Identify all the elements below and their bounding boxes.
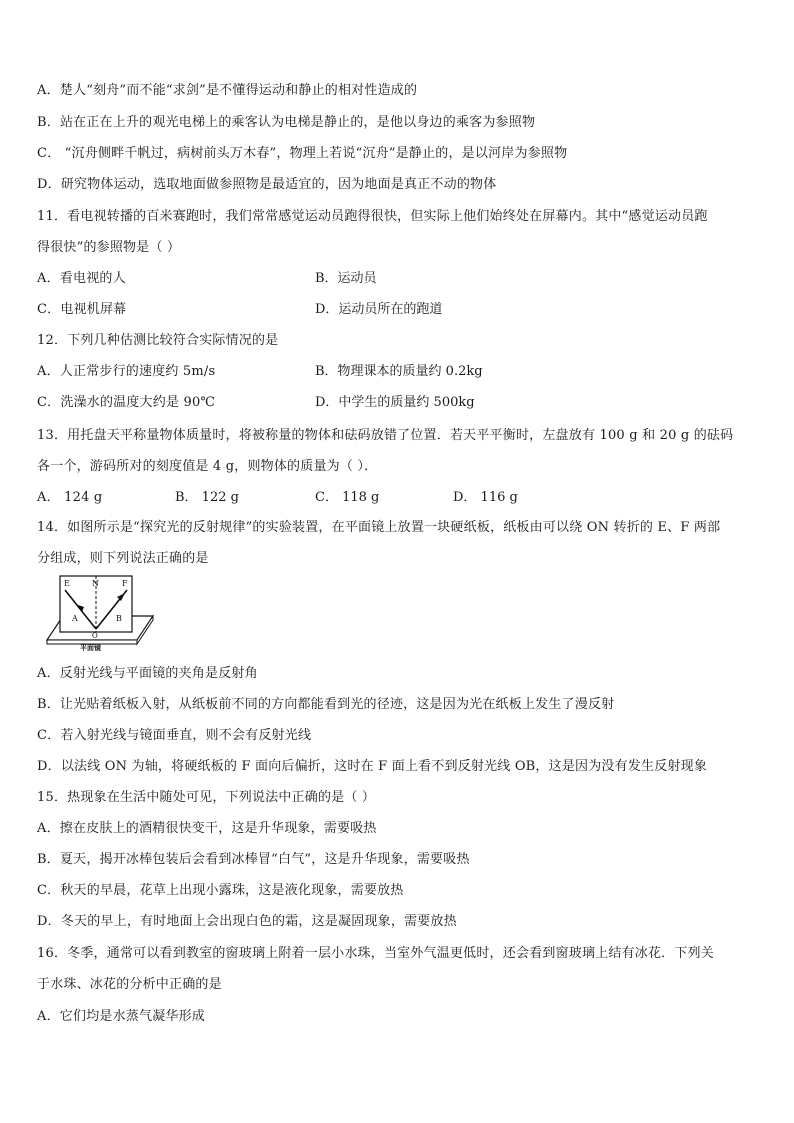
label-o: O [92,632,98,640]
q12-stem: 12．下列几种估测比较符合实际情况的是 [37,333,279,348]
q14-option-a: A．反射光线与平面镜的夹角是反射角 [37,666,258,681]
q10-option-d: D．研究物体运动，选取地面做参照物是最适宜的，因为地面是真正不动的物体 [37,177,497,192]
label-e: E [64,579,70,588]
q15-option-a: A．擦在皮肤上的酒精很快变干，这是升华现象，需要吸热 [37,821,377,836]
q15-option-c: C．秋天的早晨，花草上出现小露珠，这是液化现象，需要放热 [37,883,404,898]
q14-option-b: B．让光贴着纸板入射，从纸板前不同的方向都能看到光的径迹，这是因为光在纸板上发生了漫反射 [37,697,615,712]
q11-option-a: A．看电视的人 [37,271,126,286]
q11-option-d: D．运动员所在的跑道 [315,302,443,317]
label-mirror: 平面镜 [80,644,101,652]
q16-stem-line1: 16．冬季，通常可以看到教室的窗玻璃上附着一层小水珠，当室外气温更低时，还会看到窗玻璃上结有冰花．下列关 [37,946,714,961]
q12-option-d: D．中学生的质量约 500kg [315,395,475,410]
q13-stem-line1: 13．用托盘天平称量物体质量时，将被称量的物体和砝码放错了位置．若天平平衡时，左盘放有 100 g 和 20 g 的砝码 [37,428,734,443]
q14-option-d: D．以法线 ON 为轴，将硬纸板的 F 面向后偏折，这时在 F 面上看不到反射光线 OB，这是因为没有发生反射现象 [37,759,708,774]
q15-stem: 15．热现象在生活中随处可见，下列说法中正确的是（ ） [37,790,376,805]
label-b: B [116,614,122,623]
q12-option-a: A．人正常步行的速度约 5m/s [37,364,216,379]
label-a: A [72,614,78,623]
q14-option-c: C．若入射光线与镜面垂直，则不会有反射光线 [37,728,312,743]
q13-stem-line2: 各一个，游码所对的刻度值是 4 g，则物体的质量为（ ）． [37,459,378,474]
q13-option-c: C． 118 g [315,490,380,505]
q16-option-a: A．它们均是水蒸气凝华形成 [37,1009,205,1024]
label-f: F [122,579,128,588]
q13-option-d: D． 116 g [453,490,518,505]
q11-option-c: C．电视机屏幕 [37,302,127,317]
q11-stem-line1: 11．看电视转播的百米赛跑时，我们常常感觉运动员跑得很快，但实际上他们始终处在屏幕内。其中“感觉运动员跑 [37,209,708,224]
reflection-experiment-figure [45,574,155,652]
label-n: N [92,579,99,588]
q15-option-b: B．夏天，揭开冰棒包装后会看到冰棒冒“白气”，这是升华现象，需要吸热 [37,852,470,867]
q14-stem-line1: 14．如图所示是“探究光的反射规律”的实验装置，在平面镜上放置一块硬纸板，纸板由可以绕 ON 转折的 E、F 两部 [37,520,721,535]
q10-option-c: C． “沉舟侧畔千帆过，病树前头万木春”，物理上若说“沉舟”是静止的，是以河岸为参照物 [37,146,568,161]
q10-option-b: B．站在正在上升的观光电梯上的乘客认为电梯是静止的，是他以身边的乘客为参照物 [37,115,536,130]
q11-option-b: B．运动员 [315,271,377,286]
q10-option-a: A．楚人“刻舟”而不能“求剑”是不懂得运动和静止的相对性造成的 [37,83,418,98]
q13-option-b: B． 122 g [175,490,239,505]
q14-stem-line2: 分组成，则下列说法正确的是 [37,551,209,566]
q12-option-c: C．洗澡水的温度大约是 90℃ [37,395,216,410]
q13-option-a: A． 124 g [37,490,103,505]
q16-stem-line2: 于水珠、冰花的分析中正确的是 [37,977,222,992]
q12-option-b: B．物理课本的质量约 0.2kg [315,364,483,379]
q11-stem-line2: 得很快”的参照物是（ ） [37,240,181,255]
q15-option-d: D．冬天的早上，有时地面上会出现白色的霜，这是凝固现象，需要放热 [37,914,457,929]
